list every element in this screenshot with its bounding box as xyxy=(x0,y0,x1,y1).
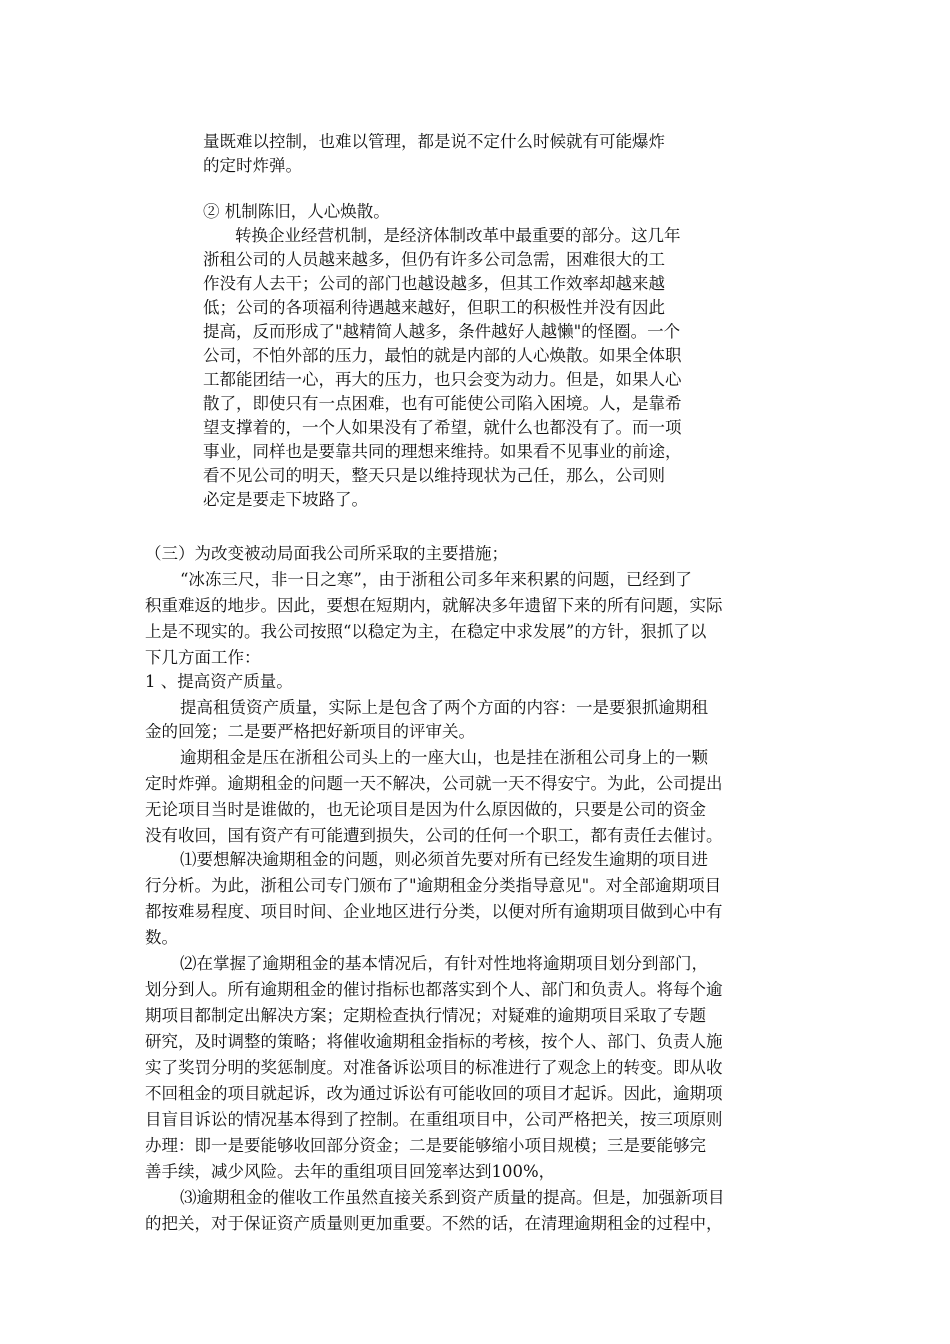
sub-2-line-1: ⑵在掌握了逾期租金的基本情况后，有针对性地将逾期项目划分到部门， xyxy=(180,954,708,973)
sub-1-line-3: 都按难易程度、项目时间、企业地区进行分类，以便对所有逾期项目做到心中有 xyxy=(145,902,723,921)
point-2-line-4: 低；公司的各项福利待遇越来越好，但职工的积极性并没有因此 xyxy=(203,298,665,317)
point-2-line-6: 公司，不怕外部的压力，最怕的就是内部的人心焕散。如果全体职 xyxy=(203,346,682,365)
para-b-line-3: 无论项目当时是谁做的，也无论项目是因为什么原因做的，只要是公司的资金 xyxy=(145,800,706,819)
sub-2-line-3: 期项目都制定出解决方案；定期检查执行情况；对疑难的逾期项目采取了专题 xyxy=(145,1006,706,1025)
sub-1-line-4: 数。 xyxy=(145,928,178,947)
para-b-line-1: 逾期租金是压在浙租公司头上的一座大山，也是挂在浙租公司身上的一颗 xyxy=(180,748,708,767)
sub-3-line-1: ⑶逾期租金的催收工作虽然直接关系到资产质量的提高。但是，加强新项目 xyxy=(180,1188,725,1207)
point-2-line-8: 散了，即使只有一点困难，也有可能使公司陷入困境。人，是靠希 xyxy=(203,394,682,413)
sub-3-line-2: 的把关，对于保证资产质量则更加重要。不然的话，在清理逾期租金的过程中， xyxy=(145,1214,723,1233)
point-2-line-10: 事业，同样也是要靠共同的理想来维持。如果看不见事业的前途， xyxy=(203,442,682,461)
point-2-line-1: 转换企业经营机制，是经济体制改革中最重要的部分。这几年 xyxy=(235,226,681,245)
point-2-line-5: 提高，反而形成了"越精简人越多，条件越好人越懒"的怪圈。一个 xyxy=(203,322,681,341)
para-b-line-2: 定时炸弹。逾期租金的问题一天不解决，公司就一天不得安宁。为此，公司提出 xyxy=(145,774,723,793)
point-2-line-11: 看不见公司的明天，整天只是以维持现状为己任，那么，公司则 xyxy=(203,466,665,485)
item-1-heading: 1 、提高资产质量。 xyxy=(145,672,293,691)
para-a-line-1: 提高租赁资产质量，实际上是包含了两个方面的内容：一是要狠抓逾期租 xyxy=(180,698,708,717)
sub-2-line-5: 实了奖罚分明的奖惩制度。对准备诉讼项目的标准进行了观念上的转变。即从收 xyxy=(145,1058,723,1077)
continuation-line-1: 量既难以控制，也难以管理，都是说不定什么时候就有可能爆炸 xyxy=(203,132,665,151)
section-3-heading: （三）为改变被动局面我公司所采取的主要措施； xyxy=(145,544,508,563)
point-2-line-12: 必定是要走下坡路了。 xyxy=(203,490,368,509)
sub-1-line-1: ⑴要想解决逾期租金的问题，则必须首先要对所有已经发生逾期的项目进 xyxy=(180,850,708,869)
intro-line-1: “冰冻三尺，非一日之寒”，由于浙租公司多年来积累的问题，已经到了 xyxy=(180,570,692,589)
intro-line-2: 积重难返的地步。因此，要想在短期内，就解决多年遗留下来的所有问题，实际 xyxy=(145,596,723,615)
sub-2-line-4: 研究，及时调整的策略；将催收逾期租金指标的考核，按个人、部门、负责人施 xyxy=(145,1032,723,1051)
para-a-line-2: 金的回笼；二是要严格把好新项目的评审关。 xyxy=(145,722,475,741)
sub-2-line-9: 善手续，减少风险。去年的重组项目回笼率达到100%， xyxy=(145,1162,556,1181)
intro-line-3: 上是不现实的。我公司按照“以稳定为主，在稳定中求发展”的方针，狠抓了以 xyxy=(145,622,707,641)
point-2-line-3: 作没有人去干；公司的部门也越设越多，但其工作效率却越来越 xyxy=(203,274,665,293)
point-2-line-2: 浙租公司的人员越来越多，但仍有许多公司急需，困难很大的工 xyxy=(203,250,665,269)
sub-2-line-8: 办理：即一是要能够收回部分资金；二是要能够缩小项目规模；三是要能够完 xyxy=(145,1136,706,1155)
point-2-line-9: 望支撑着的，一个人如果没有了希望，就什么也都没有了。而一项 xyxy=(203,418,682,437)
sub-1-line-2: 行分析。为此，浙租公司专门颁布了"逾期租金分类指导意见"。对全部逾期项目 xyxy=(145,876,722,895)
point-2-heading: ② 机制陈旧，人心焕散。 xyxy=(203,202,390,221)
point-2-line-7: 工都能团结一心，再大的压力，也只会变为动力。但是，如果人心 xyxy=(203,370,682,389)
sub-2-line-6: 不回租金的项目就起诉，改为通过诉讼有可能收回的项目才起诉。因此，逾期项 xyxy=(145,1084,723,1103)
sub-2-line-7: 目盲目诉讼的情况基本得到了控制。在重组项目中，公司严格把关，按三项原则 xyxy=(145,1110,723,1129)
intro-line-4: 下几方面工作： xyxy=(145,648,261,667)
continuation-line-2: 的定时炸弹。 xyxy=(203,156,302,175)
sub-2-line-2: 划分到人。所有逾期租金的催讨指标也都落实到个人、部门和负责人。将每个逾 xyxy=(145,980,723,999)
para-b-line-4: 没有收回，国有资产有可能遭到损失，公司的任何一个职工，都有责任去催讨。 xyxy=(145,826,723,845)
